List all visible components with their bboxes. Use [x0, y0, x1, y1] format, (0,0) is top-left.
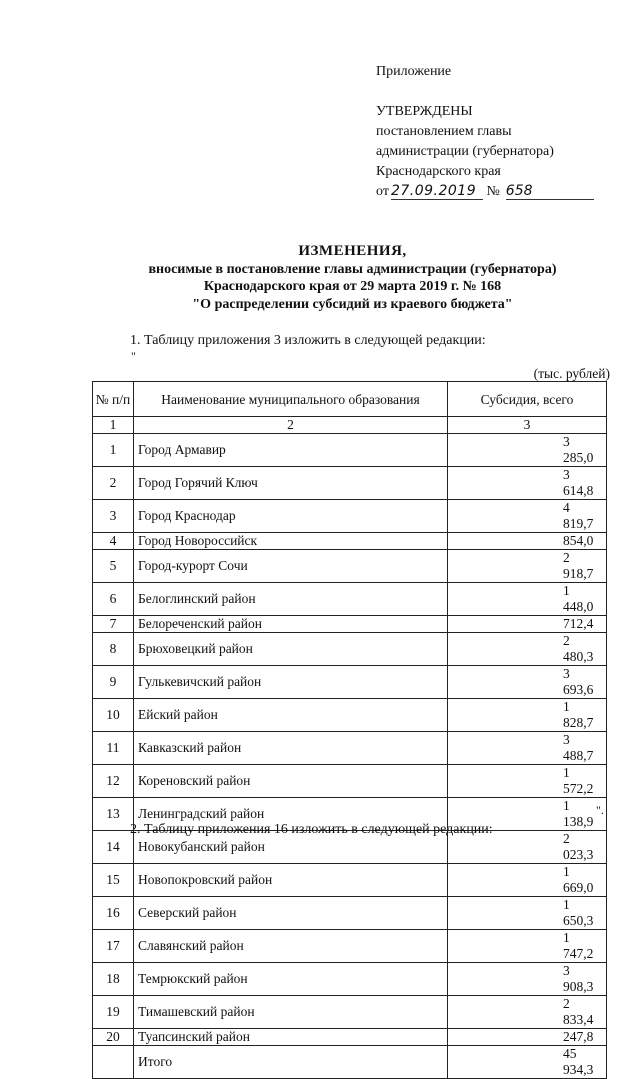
close-quote: ". — [596, 803, 604, 817]
row-number-cell: 2 — [93, 467, 134, 500]
row-number-cell: 13 — [93, 798, 134, 831]
table-row — [93, 550, 607, 583]
units-label: (тыс. рублей) — [533, 366, 610, 381]
from-label: от — [376, 184, 389, 199]
table-body — [93, 434, 607, 1079]
header-number: № п/п — [93, 382, 134, 417]
total-row — [93, 1046, 607, 1079]
municipality-cell: Белореченский район — [134, 616, 448, 633]
row-number-cell: 16 — [93, 897, 134, 930]
subsidy-cell: 1 138,9 — [448, 798, 607, 831]
document-title — [100, 243, 605, 313]
municipality-cell: Город-курорт Сочи — [134, 550, 448, 583]
municipality-cell: Брюховецкий район — [134, 633, 448, 666]
col-index-1: 1 — [93, 417, 134, 434]
row-number-cell: 20 — [93, 1029, 134, 1046]
row-number-cell: 4 — [93, 533, 134, 550]
approval-line-3: Краснодарского края — [376, 164, 501, 179]
col-index-3: 3 — [448, 417, 607, 434]
municipality-cell: Итого — [134, 1046, 448, 1079]
subsidy-cell: 2 918,7 — [448, 550, 607, 583]
row-number-cell: 3 — [93, 500, 134, 533]
municipality-cell: Город Краснодар — [134, 500, 448, 533]
municipality-cell: Город Армавир — [134, 434, 448, 467]
municipality-cell: Кавказский район — [134, 732, 448, 765]
subsidy-cell: 3 488,7 — [448, 732, 607, 765]
subsidy-cell: 1 448,0 — [448, 583, 607, 616]
row-number-cell: 14 — [93, 831, 134, 864]
table-row — [93, 897, 607, 930]
table-row — [93, 467, 607, 500]
row-number-cell — [93, 1046, 134, 1079]
row-number-cell: 9 — [93, 666, 134, 699]
municipality-cell: Славянский район — [134, 930, 448, 963]
table-row — [93, 583, 607, 616]
row-number-cell: 1 — [93, 434, 134, 467]
number-label: № — [486, 184, 500, 199]
title-main: ИЗМЕНЕНИЯ, — [298, 243, 407, 259]
table-row — [93, 666, 607, 699]
municipality-cell: Ленинградский район — [134, 798, 448, 831]
subsidy-cell: 3 614,8 — [448, 467, 607, 500]
row-number-cell: 8 — [93, 633, 134, 666]
subsidy-cell: 712,4 — [448, 616, 607, 633]
row-number-cell: 15 — [93, 864, 134, 897]
municipality-cell: Город Новороссийск — [134, 533, 448, 550]
table-row — [93, 864, 607, 897]
municipality-cell: Северский район — [134, 897, 448, 930]
municipality-cell: Новокубанский район — [134, 831, 448, 864]
approval-line-2: администрации (губернатора) — [376, 144, 554, 159]
row-number-cell: 7 — [93, 616, 134, 633]
approval-block — [376, 62, 621, 202]
approval-date: 27.09.2019 — [391, 183, 483, 200]
open-quote: " — [131, 349, 136, 363]
row-number-cell: 10 — [93, 699, 134, 732]
subsidy-cell: 45 934,3 — [448, 1046, 607, 1079]
subsidy-cell: 4 819,7 — [448, 500, 607, 533]
table-row — [93, 930, 607, 963]
approved-label: УТВЕРЖДЕНЫ — [376, 104, 473, 119]
table-row — [93, 434, 607, 467]
title-line-1: вносимые в постановление главы администрации (губернатора) — [148, 261, 557, 277]
municipality-cell: Город Горячий Ключ — [134, 467, 448, 500]
column-index-row — [93, 417, 607, 434]
subsidy-cell: 2 480,3 — [448, 633, 607, 666]
row-number-cell: 18 — [93, 963, 134, 996]
title-line-2: Краснодарского края от 29 марта 2019 г. № 168 — [203, 279, 502, 294]
subsidy-cell: 1 747,2 — [448, 930, 607, 963]
subsidy-table — [92, 381, 607, 1079]
table-row — [93, 1029, 607, 1046]
subsidy-cell: 247,8 — [448, 1029, 607, 1046]
table-row — [93, 500, 607, 533]
table-row — [93, 633, 607, 666]
municipality-cell: Тимашевский район — [134, 996, 448, 1029]
title-line-3: "О распределении субсидий из краевого бюджета" — [192, 296, 513, 312]
appendix-label: Приложение — [376, 64, 452, 79]
table-row — [93, 765, 607, 798]
header-municipality: Наименование муниципального образования — [134, 382, 448, 417]
municipality-cell: Новопокровский район — [134, 864, 448, 897]
subsidy-cell: 3 285,0 — [448, 434, 607, 467]
table-row — [93, 616, 607, 633]
municipality-cell: Белоглинский район — [134, 583, 448, 616]
subsidy-cell: 3 693,6 — [448, 666, 607, 699]
table-row — [93, 963, 607, 996]
row-number-cell: 6 — [93, 583, 134, 616]
municipality-cell: Туапсинский район — [134, 1029, 448, 1046]
municipality-cell: Кореновский район — [134, 765, 448, 798]
municipality-cell: Гулькевичский район — [134, 666, 448, 699]
row-number-cell: 19 — [93, 996, 134, 1029]
approval-line-1: постановлением главы — [376, 124, 512, 139]
col-index-2: 2 — [134, 417, 448, 434]
subsidy-cell: 854,0 — [448, 533, 607, 550]
table-row — [93, 533, 607, 550]
approval-number: 658 — [506, 183, 594, 200]
approval-date-number — [376, 182, 621, 202]
row-number-cell: 12 — [93, 765, 134, 798]
item-2-text: 2. Таблицу приложения 16 изложить в следующей редакции: — [130, 822, 493, 837]
row-number-cell: 11 — [93, 732, 134, 765]
subsidy-cell: 3 908,3 — [448, 963, 607, 996]
subsidy-cell: 1 650,3 — [448, 897, 607, 930]
table-row — [93, 996, 607, 1029]
municipality-cell: Ейский район — [134, 699, 448, 732]
table-header-row — [93, 382, 607, 417]
municipality-cell: Темрюкский район — [134, 963, 448, 996]
subsidy-cell: 1 828,7 — [448, 699, 607, 732]
row-number-cell: 17 — [93, 930, 134, 963]
subsidy-cell: 2 023,3 — [448, 831, 607, 864]
subsidy-cell: 1 669,0 — [448, 864, 607, 897]
row-number-cell: 5 — [93, 550, 134, 583]
item-1-text: 1. Таблицу приложения 3 изложить в следующей редакции: — [130, 333, 486, 348]
subsidy-cell: 2 833,4 — [448, 996, 607, 1029]
header-subsidy: Субсидия, всего — [448, 382, 607, 417]
table-row — [93, 699, 607, 732]
table-row — [93, 732, 607, 765]
subsidy-cell: 1 572,2 — [448, 765, 607, 798]
